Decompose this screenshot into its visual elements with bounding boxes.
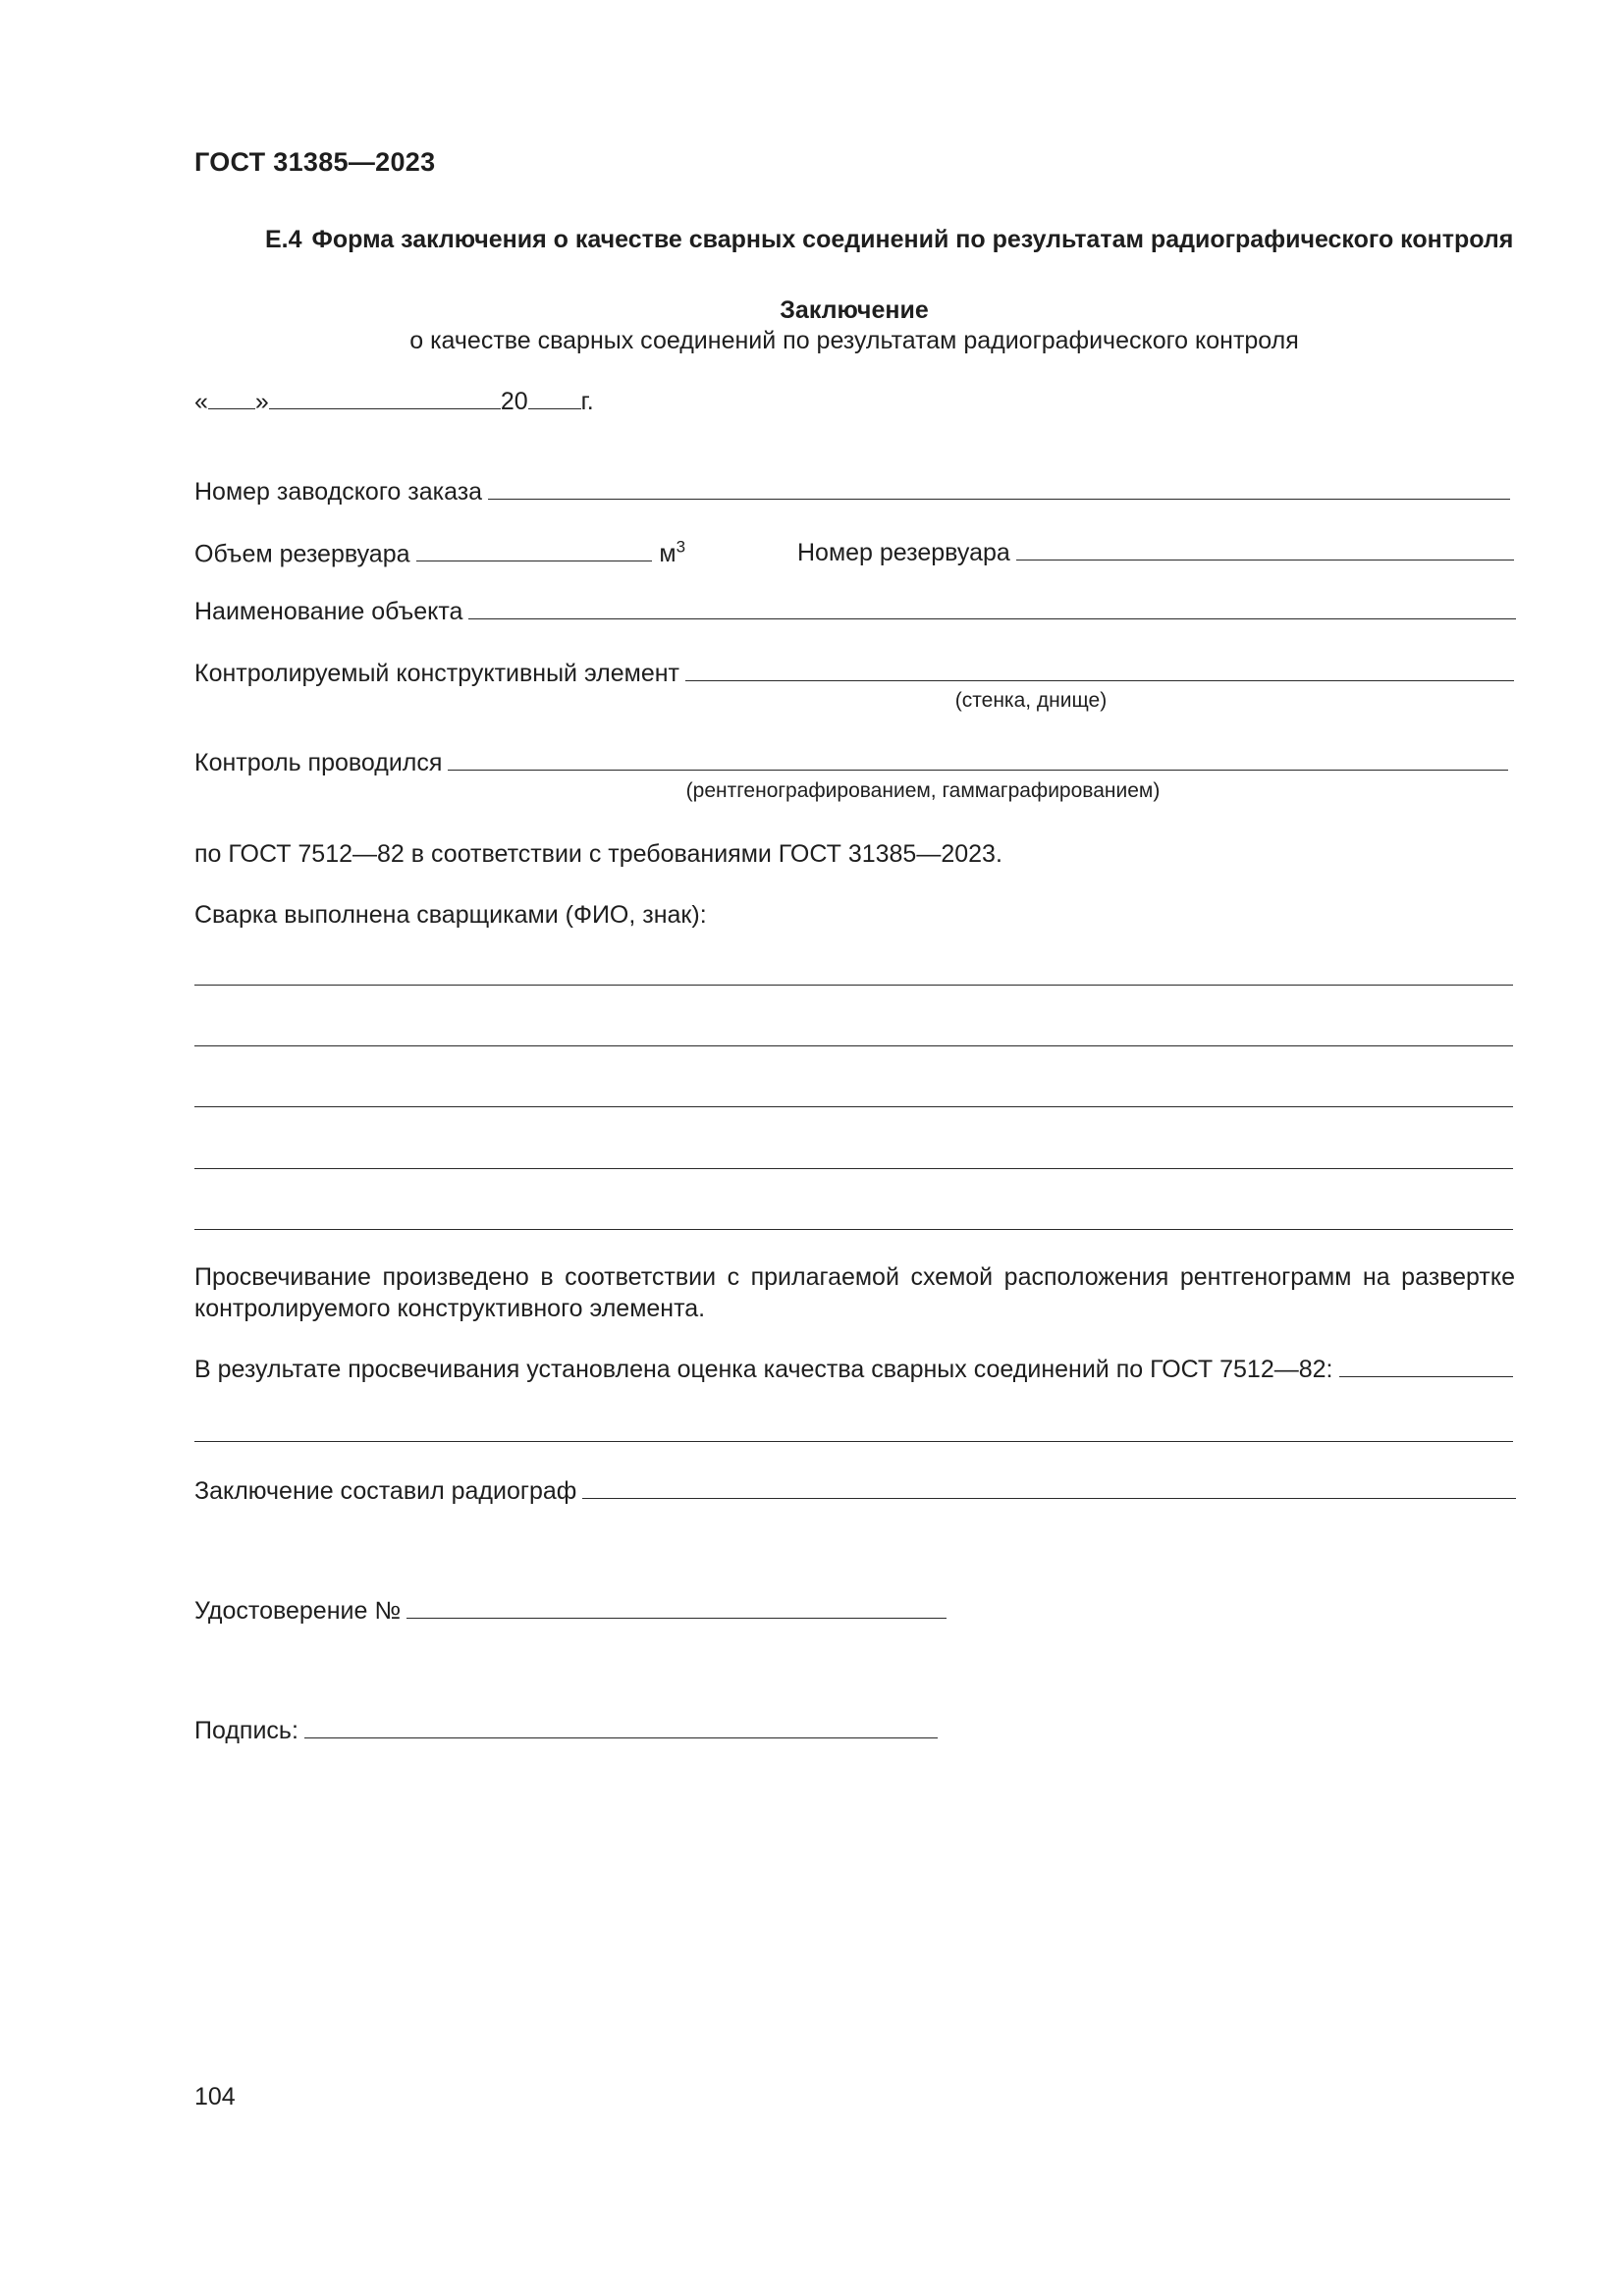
certificate-row xyxy=(194,1596,947,1626)
tank-number-row xyxy=(797,538,1514,567)
section-number: Е.4 xyxy=(265,226,302,253)
element-hint: (стенка, днище) xyxy=(954,689,1108,712)
certificate-field[interactable] xyxy=(406,1596,947,1619)
section-title xyxy=(265,226,1513,254)
certificate-label: Удостоверение № xyxy=(194,1597,402,1625)
object-name-field[interactable] xyxy=(468,597,1516,619)
welders-label: Сварка выполнена сварщиками (ФИО, знак): xyxy=(194,901,707,929)
element-field[interactable] xyxy=(685,659,1514,681)
volume-unit: $м^3$ xyxy=(659,538,686,568)
signature-row xyxy=(194,1716,938,1745)
date-line xyxy=(194,387,594,416)
date-year-suffix: г. xyxy=(580,388,594,415)
tank-volume-field[interactable] xyxy=(416,539,652,561)
method-field[interactable] xyxy=(448,748,1508,771)
signature-field[interactable] xyxy=(304,1716,938,1738)
date-year-field[interactable] xyxy=(528,387,581,409)
welders-line-2[interactable] xyxy=(194,1045,1513,1046)
order-number-field[interactable] xyxy=(488,477,1510,500)
tank-number-label: Номер резервуара xyxy=(797,539,1010,566)
signature-label: Подпись: xyxy=(194,1717,298,1744)
radiography-statement: Просвечивание произведено в соответствии с прилагаемой схемой расположения рентгенограмм на развертке контролируемого конструктивного элемента. xyxy=(194,1263,1515,1322)
element-row xyxy=(194,659,1514,688)
date-month-field[interactable] xyxy=(269,387,501,409)
welders-line-1[interactable] xyxy=(194,985,1513,986)
result-line-2[interactable] xyxy=(194,1441,1513,1442)
standard-header: ГОСТ 31385—2023 xyxy=(194,147,436,177)
order-number-label: Номер заводского заказа xyxy=(194,478,483,506)
date-open-quote: « xyxy=(194,388,208,415)
compiled-by-label: Заключение составил радиограф xyxy=(194,1477,577,1505)
tank-number-field[interactable] xyxy=(1016,538,1514,561)
result-row xyxy=(194,1355,1513,1384)
result-label: В результате просвечивания установлена оценка качества сварных соединений по ГОСТ 7512—82: xyxy=(194,1356,1333,1383)
result-field[interactable] xyxy=(1339,1355,1514,1377)
date-close-quote: » xyxy=(254,388,269,415)
date-day-field[interactable] xyxy=(208,387,255,409)
tank-volume-row xyxy=(194,538,685,568)
method-label: Контроль проводился xyxy=(194,749,443,776)
compiled-by-row xyxy=(194,1476,1516,1506)
element-label: Контролируемый конструктивный элемент xyxy=(194,660,679,687)
welders-line-3[interactable] xyxy=(194,1106,1513,1107)
document-title: Заключение xyxy=(780,296,929,324)
method-hint: (рентгенографированием, гаммаграфированием) xyxy=(685,779,1161,802)
section-title-text: Форма заключения о качестве сварных соединений по результатам радиографического контроля xyxy=(311,226,1514,253)
method-row xyxy=(194,748,1508,777)
object-name-row xyxy=(194,597,1516,626)
order-number-row xyxy=(194,477,1510,507)
welders-line-5[interactable] xyxy=(194,1229,1513,1230)
per-gost-statement: по ГОСТ 7512—82 в соответствии с требованиями ГОСТ 31385—2023. xyxy=(194,840,1002,868)
date-year-prefix: 20 xyxy=(500,388,528,415)
document-subtitle: о качестве сварных соединений по результатам радиографического контроля xyxy=(409,327,1299,354)
object-name-label: Наименование объекта xyxy=(194,598,463,625)
page-number: 104 xyxy=(194,2083,236,2110)
compiled-by-field[interactable] xyxy=(582,1476,1516,1499)
welders-line-4[interactable] xyxy=(194,1168,1513,1169)
tank-volume-label: Объем резервуара xyxy=(194,540,410,568)
